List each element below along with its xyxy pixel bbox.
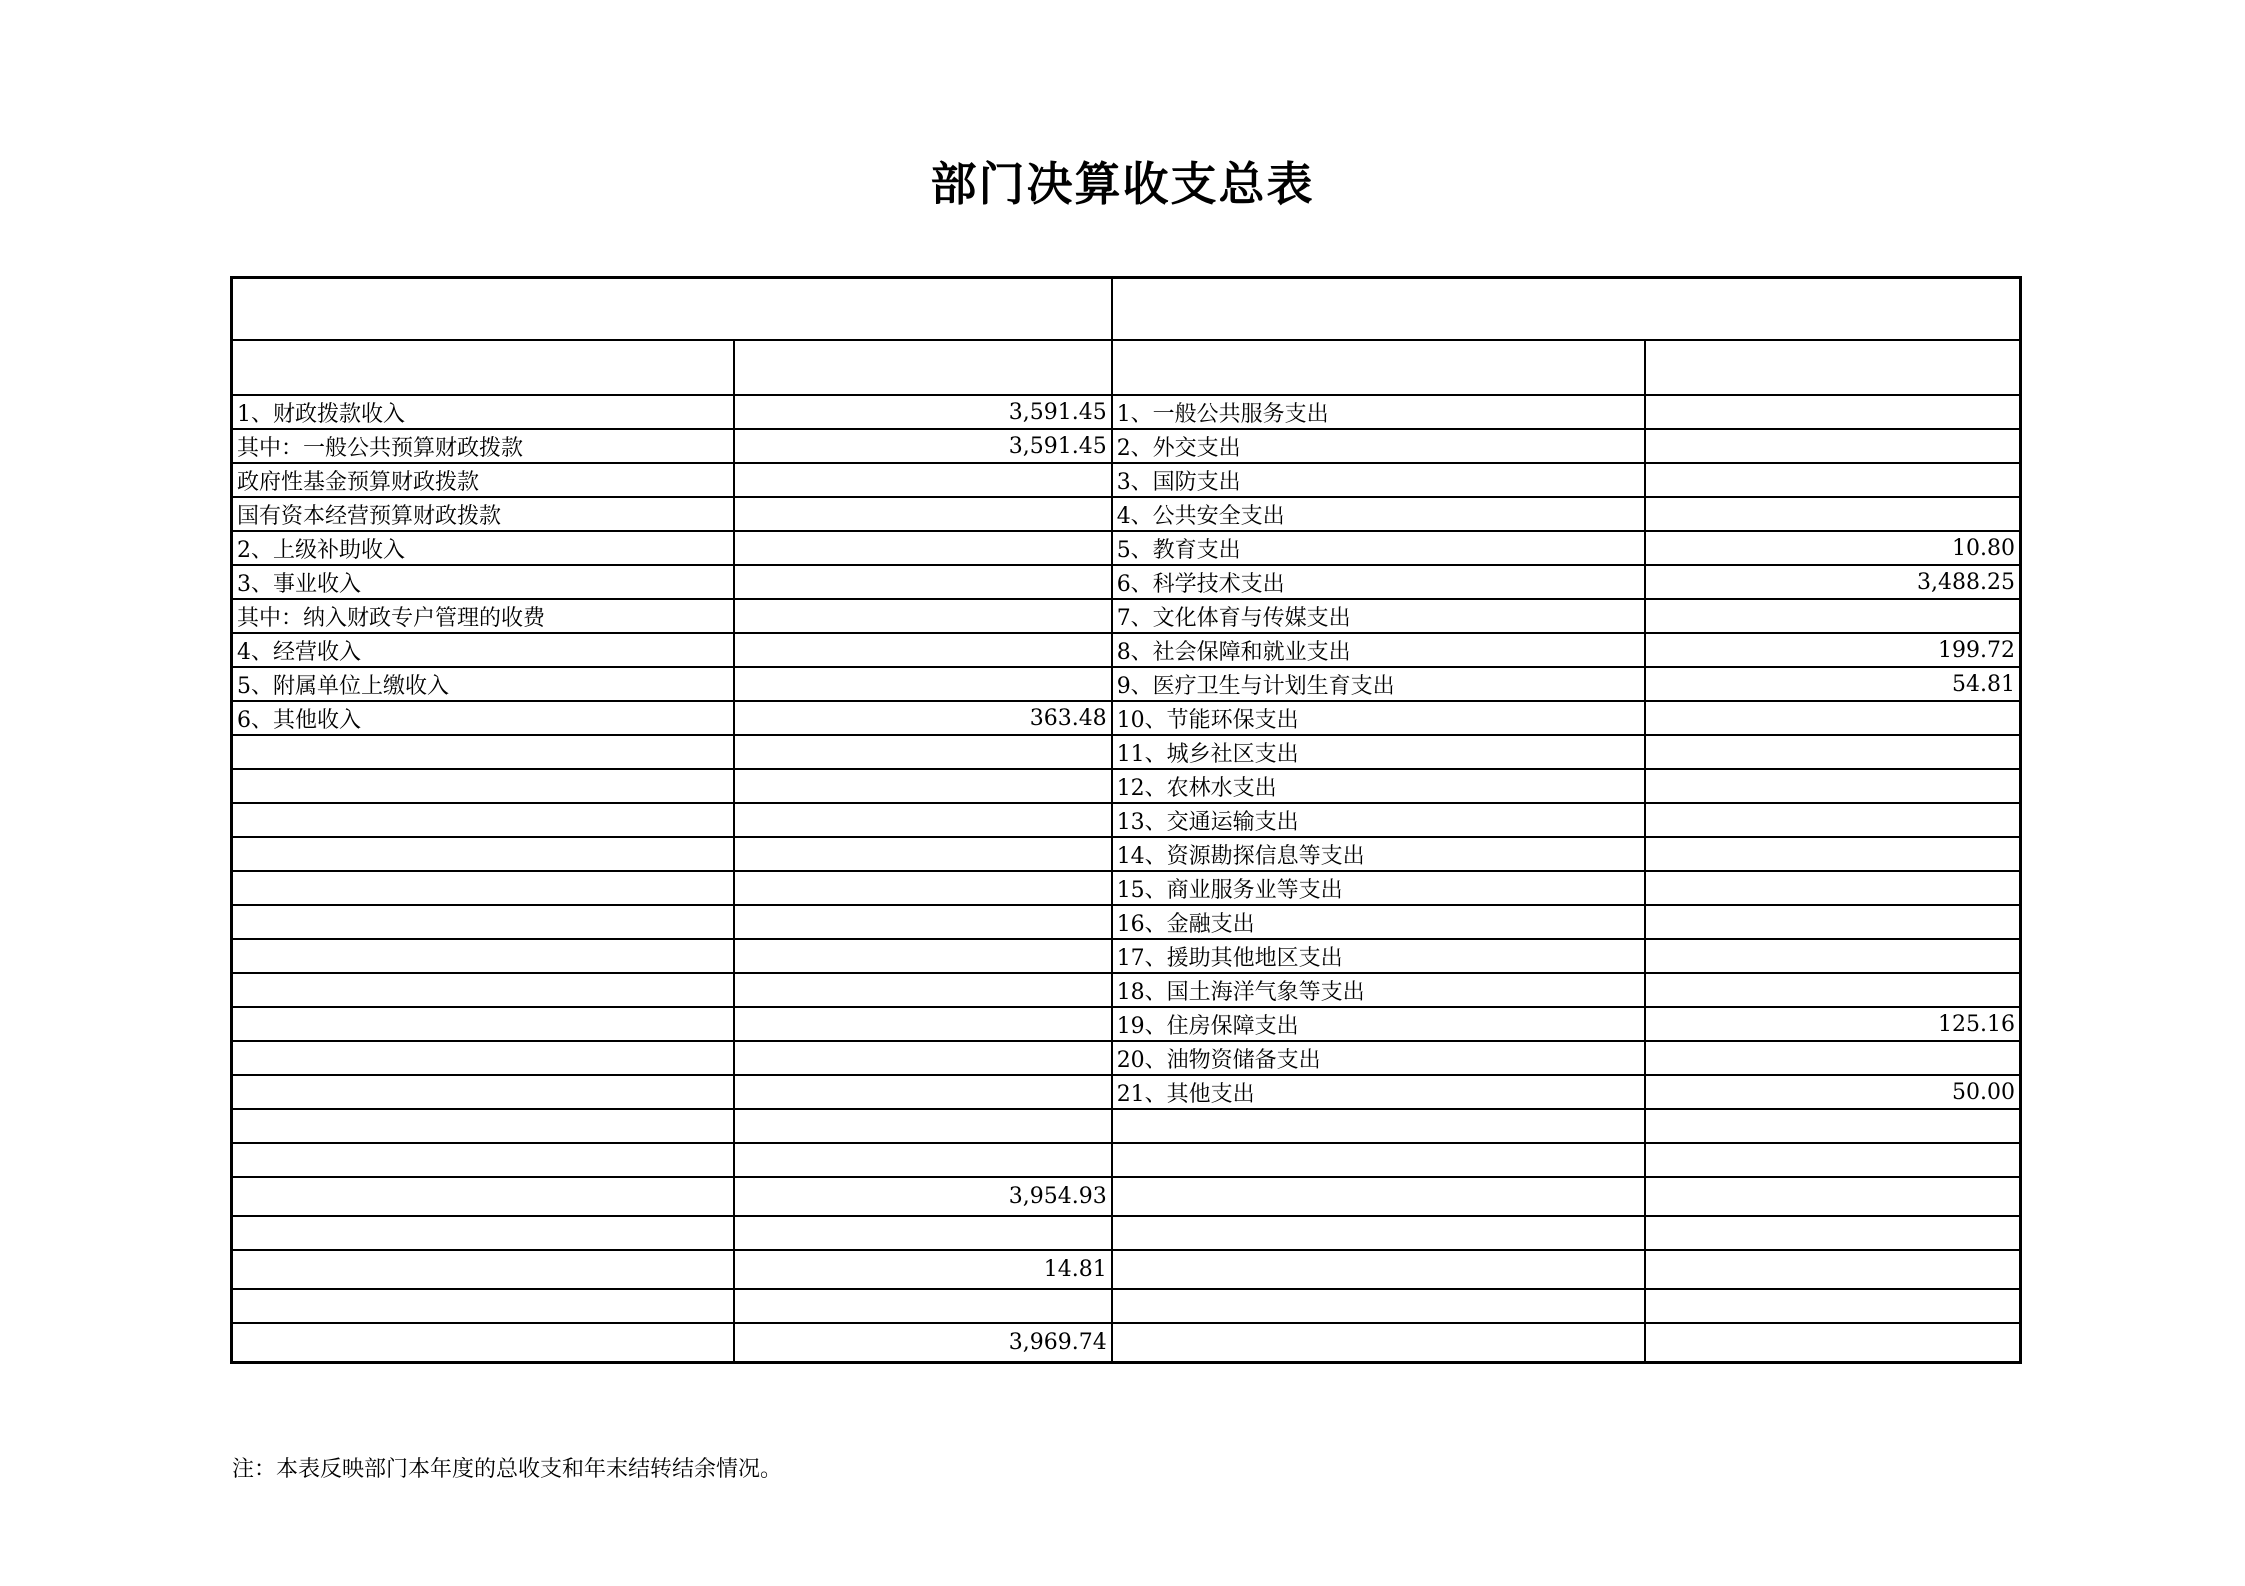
- income-item-label: [232, 769, 734, 803]
- income-item-label: [232, 1041, 734, 1075]
- expense-item-label: 21、其他支出: [1112, 1075, 1645, 1109]
- expense-amount: [1645, 395, 2021, 429]
- expense-item-label: 16、金融支出: [1112, 905, 1645, 939]
- table-row: [232, 973, 2021, 1007]
- income-item-label: [232, 1216, 734, 1250]
- income-item-header: [232, 340, 734, 395]
- summary-row: [232, 1177, 2021, 1216]
- table-row: [232, 803, 2021, 837]
- income-amount: [734, 497, 1112, 531]
- expense-amount: 199.72: [1645, 633, 2021, 667]
- table-row: [232, 735, 2021, 769]
- income-amount: [734, 1007, 1112, 1041]
- table-row: [232, 837, 2021, 871]
- income-amount: 3,969.74: [734, 1323, 1112, 1363]
- income-amount: [734, 1289, 1112, 1323]
- expense-item-label: 11、城乡社区支出: [1112, 735, 1645, 769]
- income-item-label: [232, 1323, 734, 1363]
- expense-item-label: [1112, 1216, 1645, 1250]
- income-amount: [734, 837, 1112, 871]
- expense-amount: [1645, 837, 2021, 871]
- income-item-label: [232, 1250, 734, 1289]
- expense-amount: [1645, 1041, 2021, 1075]
- expense-amount: [1645, 429, 2021, 463]
- income-amount: [734, 1143, 1112, 1177]
- expense-item-label: 15、商业服务业等支出: [1112, 871, 1645, 905]
- expense-item-label: 14、资源勘探信息等支出: [1112, 837, 1645, 871]
- expense-item-label: [1112, 1250, 1645, 1289]
- income-item-label: [232, 1289, 734, 1323]
- table-row: [232, 939, 2021, 973]
- income-item-label: [232, 803, 734, 837]
- table-row: [232, 1075, 2021, 1109]
- income-item-label: 4、经营收入: [232, 633, 734, 667]
- income-item-label: 3、事业收入: [232, 565, 734, 599]
- income-amount: [734, 905, 1112, 939]
- expense-item-label: 2、外交支出: [1112, 429, 1645, 463]
- expense-amount: [1645, 701, 2021, 735]
- income-item-label: 2、上级补助收入: [232, 531, 734, 565]
- income-amount: [734, 939, 1112, 973]
- expense-amount: [1645, 1250, 2021, 1289]
- income-amount-header: [734, 340, 1112, 395]
- income-amount: [734, 803, 1112, 837]
- income-amount: [734, 769, 1112, 803]
- expense-item-label: 6、科学技术支出: [1112, 565, 1645, 599]
- expense-amount: 3,488.25: [1645, 565, 2021, 599]
- income-item-label: [232, 939, 734, 973]
- table-row: [232, 429, 2021, 463]
- table-row: [232, 769, 2021, 803]
- expense-item-label: 19、住房保障支出: [1112, 1007, 1645, 1041]
- summary-row: [232, 1250, 2021, 1289]
- expense-amount: [1645, 939, 2021, 973]
- table-row: [232, 871, 2021, 905]
- income-amount: [734, 667, 1112, 701]
- expense-item-label: [1112, 1289, 1645, 1323]
- income-item-label: [232, 1109, 734, 1143]
- expense-amount: [1645, 1289, 2021, 1323]
- income-item-label: 5、附属单位上缴收入: [232, 667, 734, 701]
- income-item-label: 其中：一般公共预算财政拨款: [232, 429, 734, 463]
- expense-amount: [1645, 1177, 2021, 1216]
- income-item-label: 其中：纳入财政专户管理的收费: [232, 599, 734, 633]
- income-item-label: [232, 1007, 734, 1041]
- income-amount: [734, 1075, 1112, 1109]
- income-item-label: 政府性基金预算财政拨款: [232, 463, 734, 497]
- expense-amount: [1645, 769, 2021, 803]
- income-amount: [734, 1041, 1112, 1075]
- income-amount: 3,591.45: [734, 395, 1112, 429]
- table-row: [232, 1007, 2021, 1041]
- table-row: [232, 395, 2021, 429]
- income-amount: [734, 463, 1112, 497]
- expense-item-label: 9、医疗卫生与计划生育支出: [1112, 667, 1645, 701]
- table-row: [232, 565, 2021, 599]
- expense-amount: [1645, 463, 2021, 497]
- expense-item-label: [1112, 1109, 1645, 1143]
- expense-item-label: 20、油物资储备支出: [1112, 1041, 1645, 1075]
- expense-item-label: 5、教育支出: [1112, 531, 1645, 565]
- income-amount: [734, 633, 1112, 667]
- expense-item-label: 17、援助其他地区支出: [1112, 939, 1645, 973]
- expense-amount-header: [1645, 340, 2021, 395]
- expense-amount: [1645, 871, 2021, 905]
- income-amount: [734, 599, 1112, 633]
- expense-section-header: [1112, 278, 2021, 341]
- income-amount: 3,591.45: [734, 429, 1112, 463]
- table-row: [232, 531, 2021, 565]
- income-amount: [734, 973, 1112, 1007]
- expense-amount: [1645, 1143, 2021, 1177]
- income-item-label: [232, 871, 734, 905]
- expense-amount: 50.00: [1645, 1075, 2021, 1109]
- income-amount: [734, 735, 1112, 769]
- expense-amount: [1645, 1323, 2021, 1363]
- column-header-row: [232, 340, 2021, 395]
- expense-amount: 125.16: [1645, 1007, 2021, 1041]
- income-item-label: [232, 1143, 734, 1177]
- expense-item-label: 8、社会保障和就业支出: [1112, 633, 1645, 667]
- income-item-label: [232, 905, 734, 939]
- table-row: [232, 905, 2021, 939]
- expense-item-label: [1112, 1143, 1645, 1177]
- expense-item-label: 7、文化体育与传媒支出: [1112, 599, 1645, 633]
- expense-amount: 10.80: [1645, 531, 2021, 565]
- expense-item-label: 12、农林水支出: [1112, 769, 1645, 803]
- expense-item-label: 1、一般公共服务支出: [1112, 395, 1645, 429]
- income-item-label: [232, 1177, 734, 1216]
- expense-item-label: 3、国防支出: [1112, 463, 1645, 497]
- expense-item-label: 4、公共安全支出: [1112, 497, 1645, 531]
- income-item-label: 国有资本经营预算财政拨款: [232, 497, 734, 531]
- expense-amount: [1645, 803, 2021, 837]
- expense-item-label: 13、交通运输支出: [1112, 803, 1645, 837]
- expense-amount: 54.81: [1645, 667, 2021, 701]
- expense-item-label: 10、节能环保支出: [1112, 701, 1645, 735]
- income-amount: [734, 871, 1112, 905]
- expense-item-label: [1112, 1177, 1645, 1216]
- income-item-label: 1、财政拨款收入: [232, 395, 734, 429]
- expense-item-header: [1112, 340, 1645, 395]
- income-amount: 3,954.93: [734, 1177, 1112, 1216]
- summary-row: [232, 1323, 2021, 1363]
- income-amount: [734, 1216, 1112, 1250]
- table-row: [232, 463, 2021, 497]
- expense-amount: [1645, 1216, 2021, 1250]
- table-row: [232, 701, 2021, 735]
- table-row: [232, 497, 2021, 531]
- table-row: [232, 1143, 2021, 1177]
- expense-amount: [1645, 1109, 2021, 1143]
- table-row: [232, 667, 2021, 701]
- income-amount: 363.48: [734, 701, 1112, 735]
- page-title: 部门决算收支总表: [930, 157, 1315, 211]
- expense-item-label: [1112, 1323, 1645, 1363]
- summary-row: [232, 1289, 2021, 1323]
- income-amount: [734, 1109, 1112, 1143]
- table-row: [232, 1041, 2021, 1075]
- income-amount: [734, 531, 1112, 565]
- expense-amount: [1645, 735, 2021, 769]
- expense-amount: [1645, 973, 2021, 1007]
- summary-row: [232, 1216, 2021, 1250]
- expense-amount: [1645, 497, 2021, 531]
- expense-amount: [1645, 905, 2021, 939]
- table-row: [232, 1109, 2021, 1143]
- expense-amount: [1645, 599, 2021, 633]
- table-row: [232, 599, 2021, 633]
- income-section-header: [232, 278, 1112, 341]
- income-item-label: [232, 837, 734, 871]
- budget-summary-table: [230, 276, 2022, 1364]
- table-row: [232, 633, 2021, 667]
- footnote: 注：本表反映部门本年度的总收支和年末结转结余情况。: [232, 1457, 783, 1482]
- section-header-row: [232, 278, 2021, 341]
- income-item-label: [232, 973, 734, 1007]
- income-amount: [734, 565, 1112, 599]
- expense-item-label: 18、国土海洋气象等支出: [1112, 973, 1645, 1007]
- income-item-label: [232, 735, 734, 769]
- income-item-label: 6、其他收入: [232, 701, 734, 735]
- income-item-label: [232, 1075, 734, 1109]
- income-amount: 14.81: [734, 1250, 1112, 1289]
